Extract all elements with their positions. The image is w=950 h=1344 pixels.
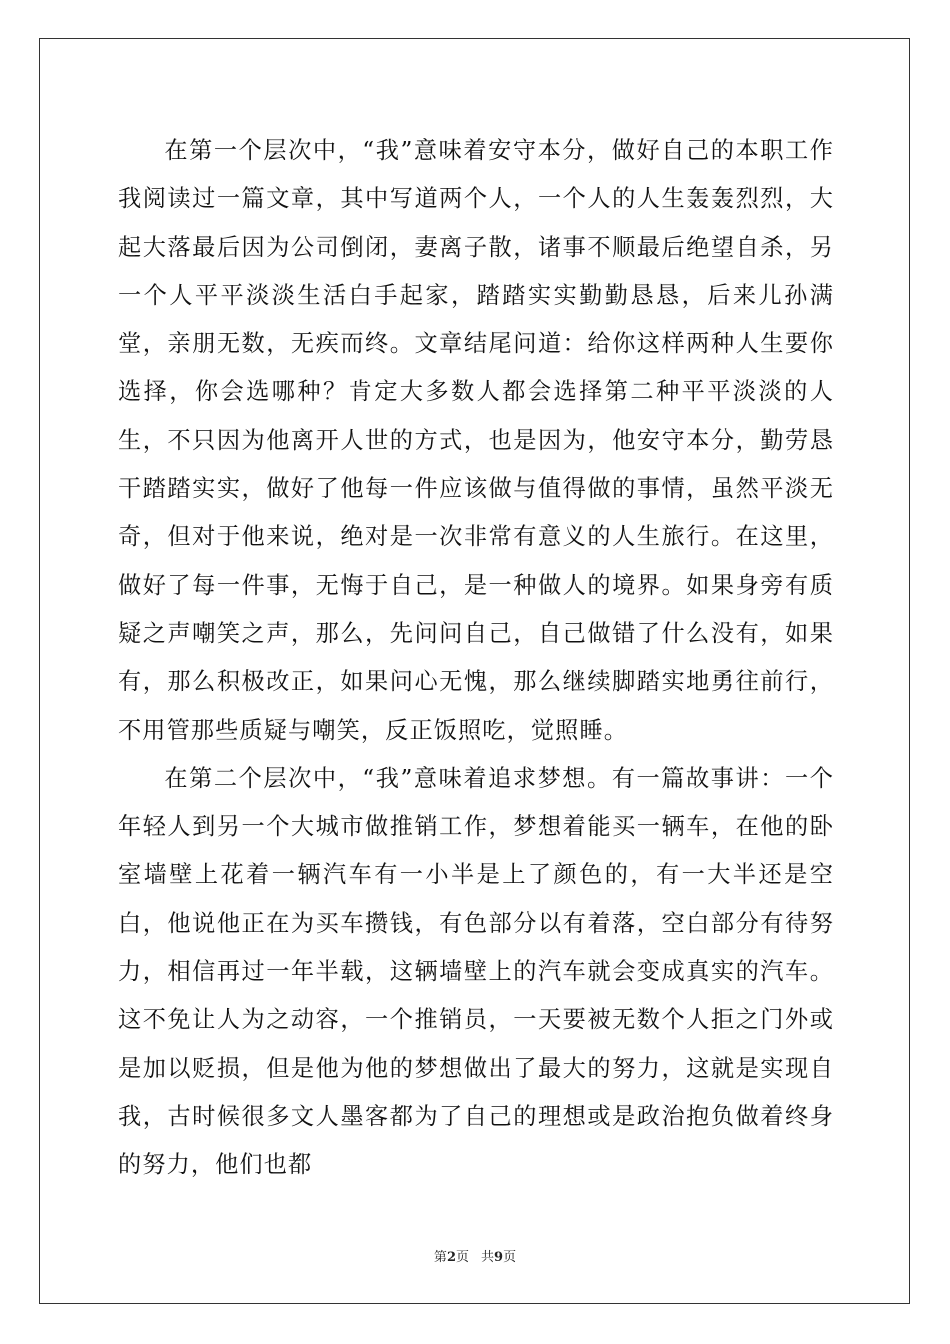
page-footer [0, 1246, 950, 1265]
footer-page-suffix: 页 [455, 1250, 469, 1265]
paragraph-first-level: 在第一个层次中，“我”意味着安守本分，做好自己的本职工作我阅读过一篇文章，其中写道两个人，一个人的人生轰轰烈烈，大起大落最后因为公司倒闭，妻离子散，诸事不顺最后绝望自杀，另一个人平平淡淡生活白手起家，踏踏实实勤勤恳恳，后来儿孙满堂，亲朋无数，无疾而终。文章结尾问道：给你这样两种人生要你选择，你会选哪种？肯定大多数人都会选择第二种平平淡淡的人生，不只因为他离开人世的方式，也是因为，他安守本分，勤劳恳干踏踏实实，做好了他每一件应该做与值得做的事情，虽然平淡无奇，但对于他来说，绝对是一次非常有意义的人生旅行。在这里，做好了每一件事，无悔于自己，是一种做人的境界。如果身旁有质疑之声嘲笑之声，那么，先问问自己，自己做错了什么没有，如果有，那么积极改正，如果问心无愧，那么继续脚踏实地勇往前行，不用管那些质疑与嘲笑，反正饭照吃，觉照睡。 [118, 137, 834, 744]
footer-total-pages: 9 [494, 1250, 504, 1265]
footer-page-number: 2 [446, 1250, 456, 1265]
document-body [118, 127, 834, 1190]
footer-total-prefix: 共 [481, 1250, 495, 1265]
footer-page-prefix: 第 [433, 1250, 447, 1265]
paragraph-second-level: 在第二个层次中，“我”意味着追求梦想。有一篇故事讲：一个年轻人到另一个大城市做推销工作，梦想着能买一辆车，在他的卧室墙壁上花着一辆汽车有一小半是上了颜色的，有一大半还是空白，他说他正在为买车攒钱，有色部分以有着落，空白部分有待努力，相信再过一年半载，这辆墙壁上的汽车就会变成真实的汽车。这不免让人为之动容，一个推销员，一天要被无数个人拒之门外或是加以贬损，但是他为他的梦想做出了最大的努力，这就是实现自我，古时候很多文人墨客都为了自己的理想或是政治抱负做着终身的努力，他们也都 [118, 764, 834, 1179]
footer-total-suffix: 页 [503, 1250, 517, 1265]
